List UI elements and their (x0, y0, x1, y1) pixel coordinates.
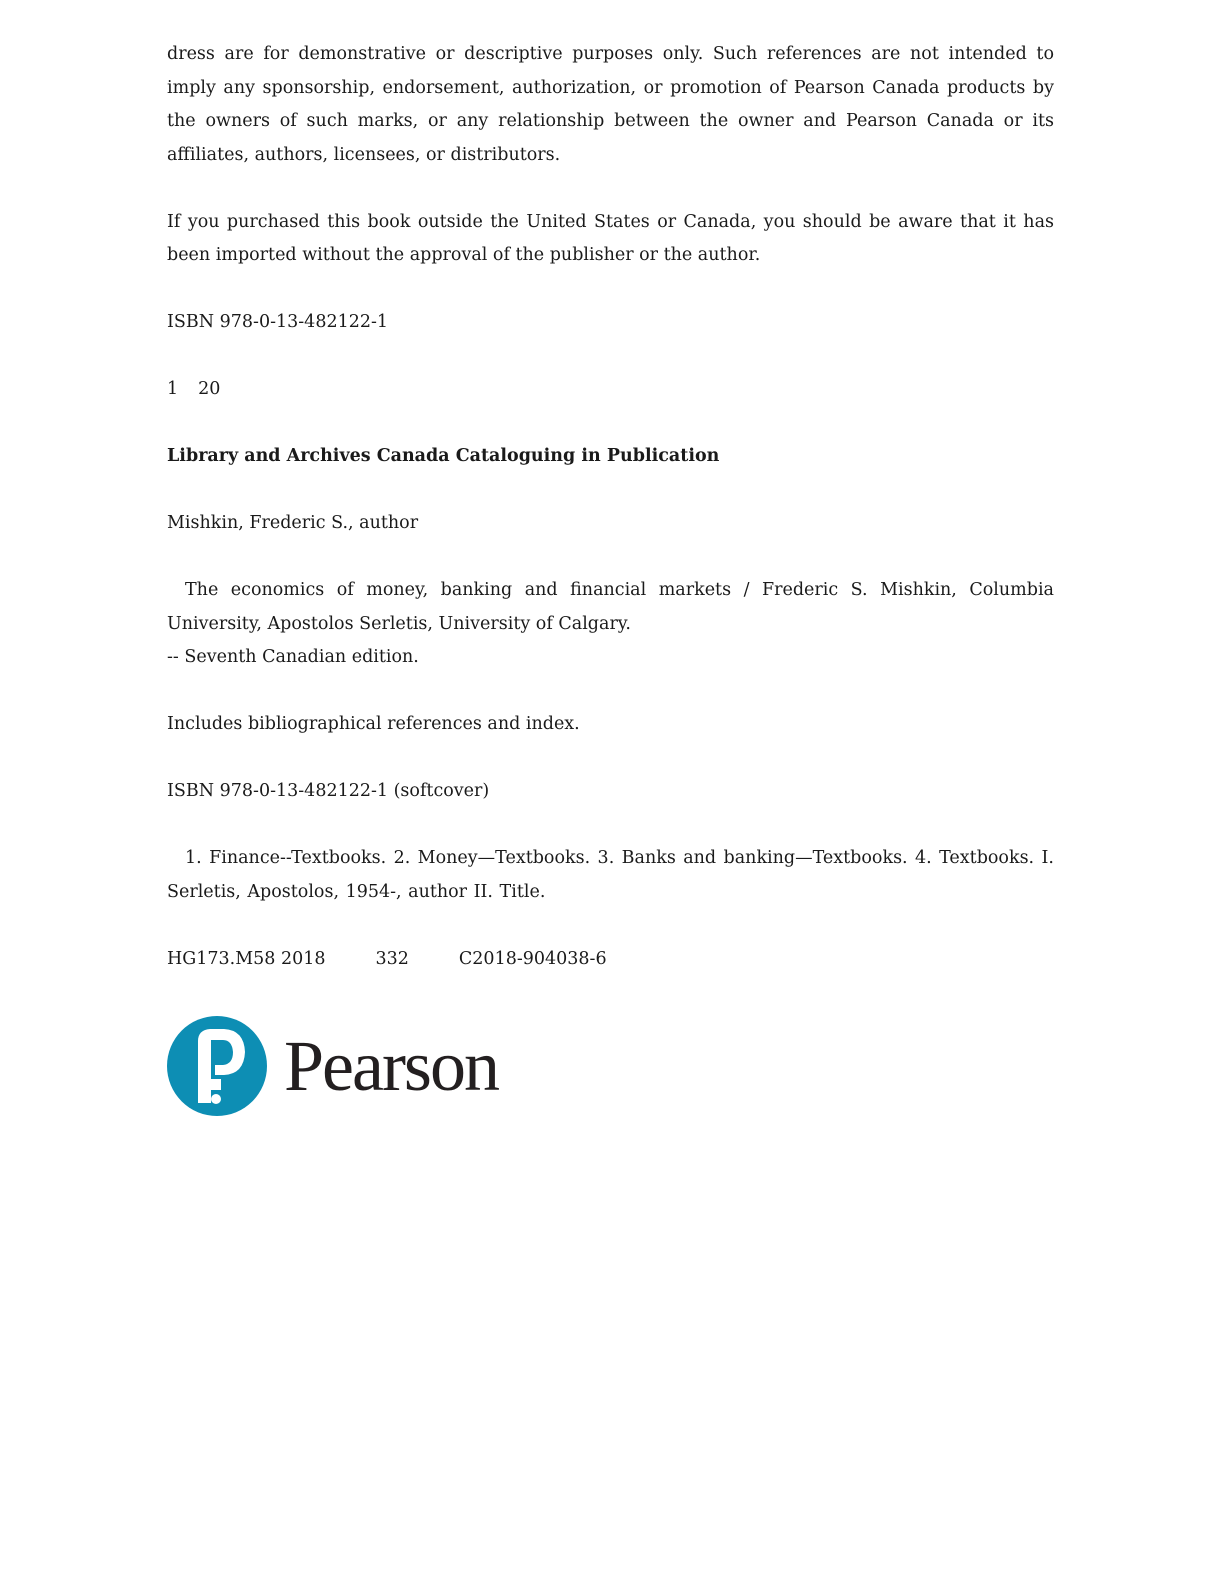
copyright-page (167, 38, 1054, 976)
cip-classification (167, 943, 1054, 977)
pearson-p-icon (167, 1011, 527, 1121)
cip-isbn-softcover: ISBN 978-0-13-482122-1 (softcover) (167, 781, 490, 801)
cip-author: Mishkin, Frederic S., author (167, 513, 419, 533)
lc-call-number: HG173.M58 2018 (167, 948, 326, 969)
cip-subjects: 1. Finance--Textbooks. 2. Money—Textbooks. 3. Banks and banking—Textbooks. 4. Textbooks. I. Serletis, Apostolos, 1954-, author II. Title. (167, 848, 1054, 902)
import-notice-paragraph: If you purchased this book outside the United States or Canada, you should be aware that it has been imported without the approval of the publisher or the author. (167, 211, 1054, 265)
print-line (167, 373, 1054, 407)
pearson-wordmark: Pearson (284, 1026, 498, 1106)
cip-notes: Includes bibliographical references and index. (167, 714, 580, 734)
cip-number: C2018-904038-6 (458, 948, 607, 969)
cip-heading: Library and Archives Canada Cataloguing in Publication (167, 446, 720, 466)
print-line-first: 1 (167, 379, 179, 399)
trademark-paragraph: dress are for demonstrative or descriptive purposes only. Such references are not intended to imply any sponsorship, endorsement, authorization, or promotion of Pearson Canada products by the owners of such marks, or any relationship between the owner and Pearson Canada or its affiliates, authors, licensees, or distributors. (167, 44, 1054, 165)
pearson-logo (167, 1011, 527, 1121)
cip-edition: -- Seventh Canadian edition. (167, 647, 419, 667)
cip-title-statement: The economics of money, banking and financial markets / Frederic S. Mishkin, Columbia University, Apostolos Serletis, University of Calgary. (167, 580, 1054, 634)
isbn-line: ISBN 978-0-13-482122-1 (167, 312, 389, 332)
print-line-second: 20 (198, 379, 221, 399)
dewey-number: 332 (375, 948, 409, 969)
